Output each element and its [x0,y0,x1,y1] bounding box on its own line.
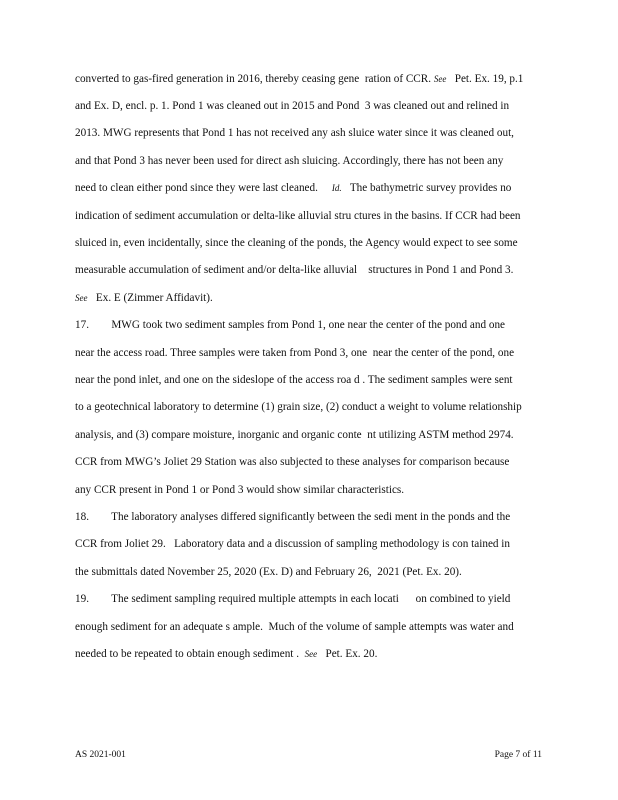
text-segment: indication of sediment accumulation or delta-like alluvial stru ctures in the basins. If CCR had been [75,209,521,222]
text-line [75,263,513,277]
footer-case-number: AS 2021-001 [75,750,126,760]
text-line [75,400,522,414]
text-segment: measurable accumulation of sediment and/or delta-like alluvial structures in Pond 1 and Pond 3. [75,264,514,277]
citation-signal: See [304,648,318,659]
citation-signal: Id. [331,183,342,194]
text-line [75,510,510,524]
text-line [75,181,511,195]
text-segment: analysis, and (3) compare moisture, inorganic and organic conte nt utilizing ASTM method 2974. [75,428,514,441]
footer-page-number: Page 7 of 11 [494,750,542,760]
text-segment: CCR from Joliet 29. Laboratory data and a discussion of sampling methodology is con tained in [75,538,511,551]
text-segment: Pet. Ex. 20. [317,647,378,660]
text-segment: The bathymetric survey provides no [341,182,512,195]
text-segment: near the access road. Three samples were taken from Pond 3, one near the center of the pond, one [75,346,515,359]
text-segment: CCR from MWG’s Joliet 29 Station was also subjected to these analyses for comparison because [75,456,510,469]
text-line [75,346,514,360]
text-segment: Ex. E (Zimmer Affidavit). [87,291,213,304]
text-line [75,126,514,140]
text-line [75,647,377,661]
text-segment: Pet. Ex. 19, p.1 [446,72,524,85]
text-line [75,291,213,305]
text-line [75,428,514,442]
text-line [75,209,521,223]
text-segment: and Ex. D, encl. p. 1. Pond 1 was cleaned out in 2015 and Pond 3 was cleaned out and relined in [75,99,510,112]
text-line [75,565,462,579]
text-line [75,72,523,86]
text-line [75,537,510,551]
text-segment: 19. The sediment sampling required multiple attempts in each locati on combined to yield [75,593,511,606]
text-line [75,99,509,113]
text-line [75,318,505,332]
text-segment: converted to gas-fired generation in 2016, thereby ceasing gene ration of CCR. [75,72,434,85]
text-segment: needed to be repeated to obtain enough sediment . [75,647,305,660]
text-segment: 17. MWG took two sediment samples from Pond 1, one near the center of the pond and one [75,319,506,332]
text-segment: any CCR present in Pond 1 or Pond 3 would show similar characteristics. [75,483,405,496]
text-line [75,592,510,606]
text-line [75,373,513,387]
text-segment: to a geotechnical laboratory to determine (1) grain size, (2) conduct a weight to volume relationship [75,401,522,414]
text-line [75,455,509,469]
text-line [75,483,404,497]
text-segment: 18. The laboratory analyses differed significantly between the sedi ment in the ponds and the [75,510,511,523]
text-segment: the submittals dated November 25, 2020 (Ex. D) and February 26, 2021 (Pet. Ex. 20). [75,565,462,578]
text-line [75,620,514,634]
text-line [75,154,503,168]
text-segment: enough sediment for an adequate s ample. Much of the volume of sample attempts was water and [75,620,514,633]
text-line [75,236,518,250]
text-segment: need to clean either pond since they were last cleaned. [75,182,332,195]
text-segment: 2013. MWG represents that Pond 1 has not received any ash sluice water since it was cleaned out, [75,127,514,140]
text-segment: near the pond inlet, and one on the sideslope of the access roa d . The sediment samples were sent [75,373,513,386]
text-segment: sluiced in, even incidentally, since the cleaning of the ponds, the Agency would expect to see some [75,236,518,249]
text-segment: and that Pond 3 has never been used for direct ash sluicing. Accordingly, there has not been any [75,154,504,167]
citation-signal: See [433,73,447,84]
citation-signal: See [75,292,88,303]
